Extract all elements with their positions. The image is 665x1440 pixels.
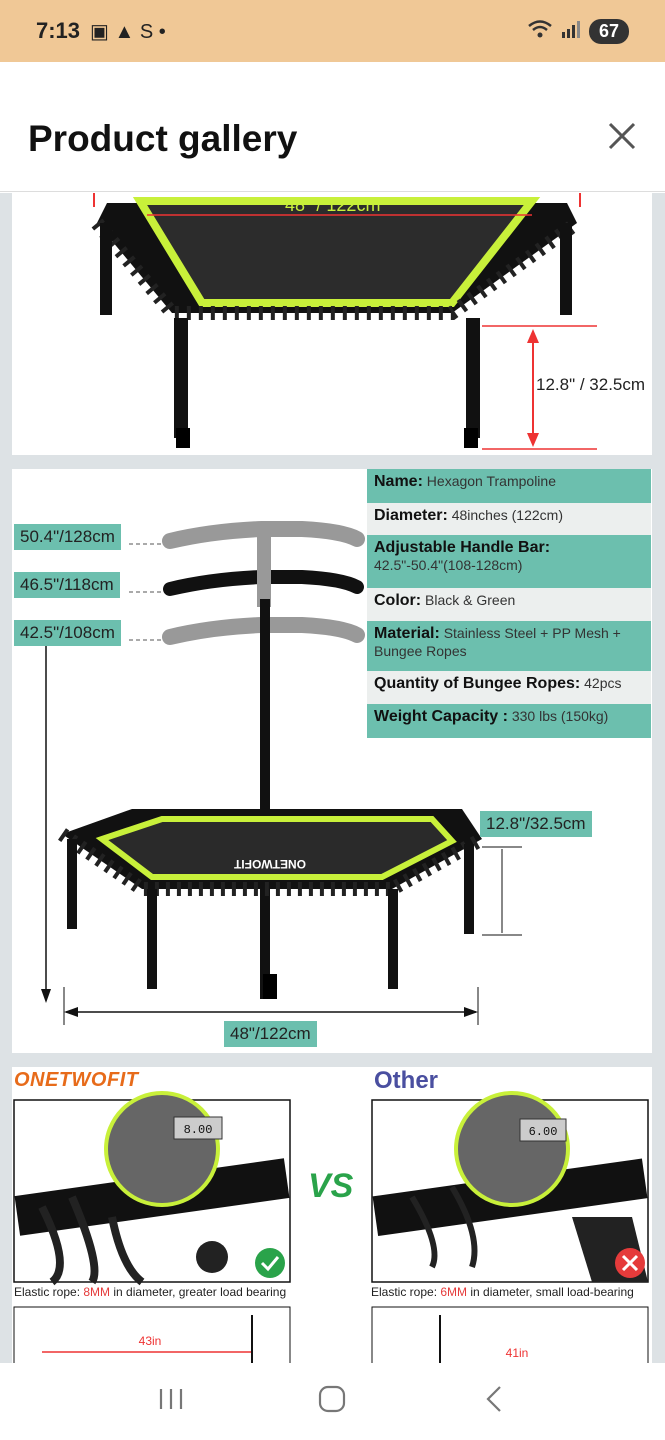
diameter-label: 48"/122cm [224,1021,317,1047]
status-time: 7:13 [36,18,81,43]
spec-value: 48inches (122cm) [451,507,563,523]
wifi-icon [527,19,553,44]
status-bar [0,0,665,62]
gallery-header [0,62,665,192]
recent-apps-button[interactable] [141,1377,201,1427]
spec-value: 42.5"-50.4"(108-128cm) [374,557,523,573]
close-icon [607,116,637,161]
spec-material [367,621,651,671]
home-icon [318,1385,346,1418]
spec-bungee-quantity [367,671,651,704]
handle-height-max: 50.4"/128cm [14,524,121,550]
rope-comparison-photos [12,1067,652,1363]
right-caliper-reading: 6.00 [528,1125,558,1139]
spec-value: Hexagon Trampoline [426,473,556,489]
frame-height-label: 12.8"/32.5cm [480,811,592,837]
gallery-image-1[interactable] [12,193,652,455]
page-title: Product gallery [28,118,298,159]
spec-label: Adjustable Handle Bar: [374,539,551,556]
right-rope-caption: Elastic rope: 6MM in diameter, small load-bearing [371,1285,634,1299]
handle-height-min: 42.5"/108cm [14,620,121,646]
notification-icons: ▣ ▲ S • [90,20,166,43]
left-caliper-reading: 8.00 [183,1123,213,1137]
diameter-label: 48" / 122cm [285,195,381,215]
spec-label: Weight Capacity : [374,708,508,725]
spec-value: 42pcs [584,675,622,691]
left-width-label: 43in [138,1334,162,1348]
gallery-image-3[interactable] [12,1067,652,1363]
spec-label: Diameter: [374,507,448,524]
right-width-label: 41in [505,1346,529,1360]
home-button[interactable] [302,1377,362,1427]
spec-label: Name: [374,473,423,490]
spec-handle-bar [367,535,651,588]
battery-indicator: 67 [589,19,629,44]
spec-color [367,588,651,621]
spec-weight-capacity [367,704,651,738]
product-gallery[interactable] [0,193,665,1363]
mat-brand: ONETWOFIT [234,857,306,871]
left-rope-caption: Elastic rope: 8MM in diameter, greater load bearing [14,1285,287,1299]
spec-value: Black & Green [425,592,516,608]
other-label: Other [374,1067,439,1094]
spec-name [367,469,651,503]
spec-label: Quantity of Bungee Ropes: [374,675,581,692]
vs-label: VS [308,1167,354,1205]
gallery-image-2[interactable] [12,469,652,1053]
handle-height-mid: 46.5"/118cm [14,572,120,598]
spec-value: Stainless Steel + PP Mesh + Bungee Ropes [374,625,621,659]
spec-value: 330 lbs (150kg) [511,708,609,724]
back-button[interactable] [464,1377,524,1427]
close-button[interactable] [600,116,644,160]
spec-label: Material: [374,625,440,642]
back-icon [484,1385,504,1418]
system-nav-bar [0,1363,665,1440]
spec-diameter [367,503,651,535]
signal-icon [561,20,581,43]
recent-apps-icon [158,1387,184,1416]
height-label: 12.8" / 32.5cm [536,375,646,394]
trampoline-top-view [12,193,652,455]
brand-logo: ONETWOFIT [14,1069,139,1091]
spec-label: Color: [374,592,422,609]
